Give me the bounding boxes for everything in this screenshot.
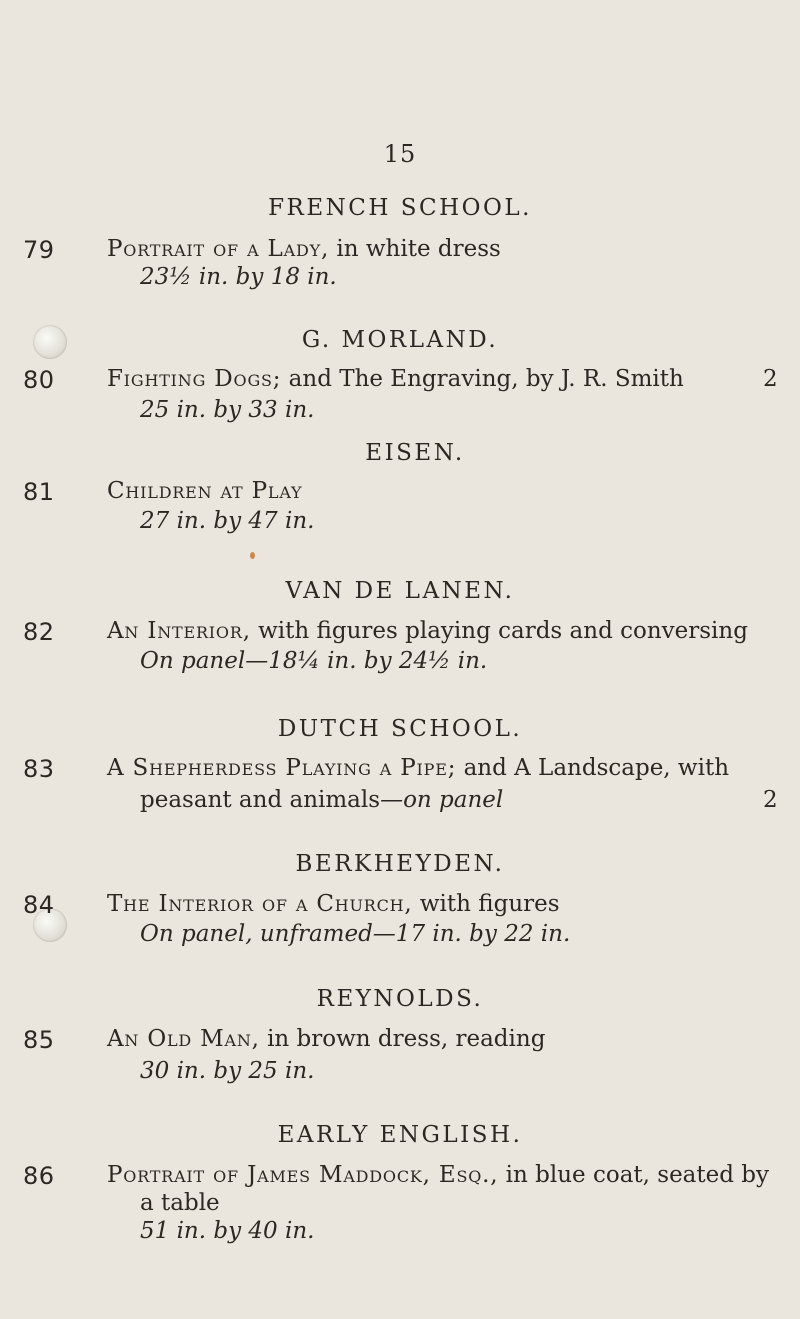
lot-title-caps: Children at Play bbox=[107, 478, 303, 504]
section-heading: EISEN. bbox=[365, 440, 465, 466]
section-heading: EARLY ENGLISH. bbox=[277, 1122, 523, 1148]
lot-title bbox=[107, 1162, 769, 1188]
lot-title-rest: in white dress bbox=[329, 236, 501, 262]
lot-title-rest: with figures bbox=[412, 891, 560, 917]
lot-title bbox=[107, 755, 729, 781]
lot-number: 81 bbox=[23, 478, 55, 506]
lot-number: 83 bbox=[23, 755, 55, 783]
lot-quantity: 2 bbox=[763, 787, 778, 813]
lot-title-rest: and The Engraving, by J. R. Smith bbox=[281, 366, 684, 392]
lot-title-rest: in blue coat, seated by bbox=[498, 1162, 770, 1188]
lot-number: 80 bbox=[23, 366, 55, 394]
lot-title bbox=[107, 366, 684, 392]
lot-dimensions: 27 in. by 47 in. bbox=[140, 508, 315, 534]
section-heading: DUTCH SCHOOL. bbox=[277, 716, 523, 742]
lot-dimensions: On panel—18¼ in. by 24½ in. bbox=[140, 648, 488, 674]
lot-number: 82 bbox=[23, 618, 55, 646]
lot-dimensions: 30 in. by 25 in. bbox=[140, 1058, 315, 1084]
lot-title bbox=[107, 1026, 545, 1052]
lot-description-continued bbox=[140, 787, 503, 813]
lot-number: 84 bbox=[23, 891, 55, 919]
lot-title-caps: Fighting Dogs; bbox=[107, 366, 282, 392]
lot-number: 86 bbox=[23, 1162, 55, 1190]
lot-title-caps: An Interior, bbox=[107, 618, 251, 644]
lot-dimensions: On panel, unframed—17 in. by 22 in. bbox=[140, 921, 571, 947]
section-heading: BERKHEYDEN. bbox=[295, 851, 505, 877]
lot-title-rest: with figures playing cards and conversing bbox=[250, 618, 748, 644]
lot-dimensions: 51 in. by 40 in. bbox=[140, 1218, 315, 1244]
lot-title-rest: and A Landscape, with bbox=[456, 755, 730, 781]
lot-title-caps: Portrait of a Lady, bbox=[107, 236, 330, 262]
section-heading: VAN DE LANEN. bbox=[285, 578, 515, 604]
lot-title-caps: An Old Man, bbox=[107, 1026, 260, 1052]
lot-dimensions: 25 in. by 33 in. bbox=[140, 397, 315, 423]
lot-title bbox=[107, 618, 748, 644]
lot-dimensions: 23½ in. by 18 in. bbox=[140, 264, 337, 290]
lot-quantity: 2 bbox=[763, 366, 778, 392]
lot-medium bbox=[140, 787, 503, 813]
lot-title bbox=[107, 236, 501, 262]
lot-title bbox=[107, 891, 560, 917]
section-heading: REYNOLDS. bbox=[316, 986, 484, 1012]
lot-medium-support: —on panel bbox=[380, 787, 504, 813]
lot-medium-subject: peasant and animals bbox=[140, 787, 381, 813]
lot-number: 85 bbox=[23, 1026, 55, 1054]
page-number: 15 bbox=[383, 140, 417, 168]
section-heading: G. MORLAND. bbox=[301, 327, 499, 353]
lot-title-caps: Portrait of James Maddock, Esq., bbox=[107, 1162, 499, 1188]
section-heading: FRENCH SCHOOL. bbox=[268, 195, 532, 221]
lot-number: 79 bbox=[23, 236, 55, 264]
lot-title-caps: The Interior of a Church, bbox=[107, 891, 413, 917]
lot-title-rest: in brown dress, reading bbox=[259, 1026, 546, 1052]
lot-description-continued: a table bbox=[140, 1190, 220, 1216]
paper-blemish bbox=[250, 552, 255, 559]
lot-title bbox=[107, 478, 302, 504]
lot-title-caps: A Shepherdess Playing a Pipe; bbox=[107, 755, 457, 781]
